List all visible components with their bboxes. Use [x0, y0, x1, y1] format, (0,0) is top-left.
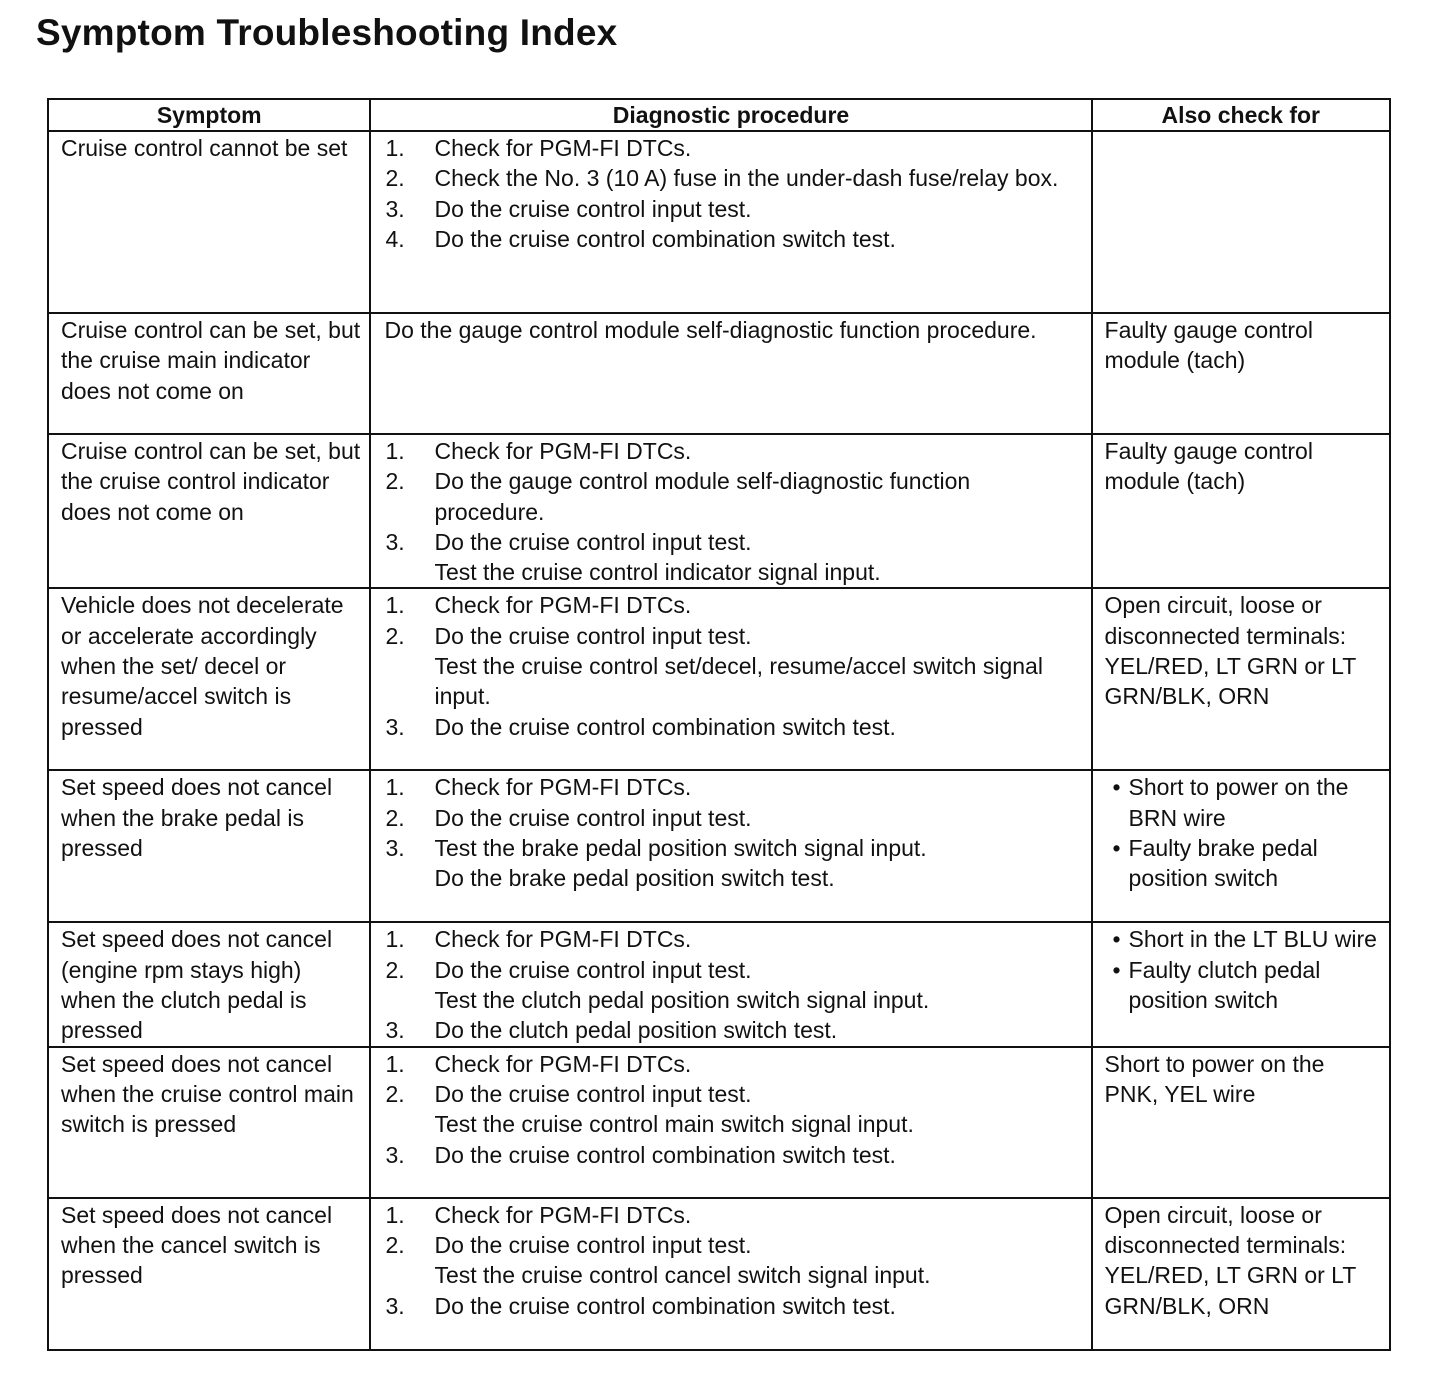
- diagnostic-step: [385, 924, 1084, 954]
- diagnostic-step: [385, 803, 1084, 833]
- diagnostic-step: [385, 1291, 1084, 1321]
- bullet-icon: •: [1112, 926, 1121, 953]
- step-text: Do the cruise control combination switch test.: [434, 713, 896, 740]
- symptom-cell: [48, 922, 370, 1046]
- symptom-cell: [48, 131, 370, 313]
- step-text: Do the clutch pedal position switch test.: [434, 1017, 838, 1044]
- also-check-cell: [1092, 588, 1390, 770]
- step-text: Test the cruise control set/decel, resume/accel switch signal input.: [434, 653, 1043, 710]
- also-check-cell: [1092, 131, 1390, 313]
- step-number: 1.: [385, 926, 405, 953]
- diagnostic-step: [385, 527, 1084, 557]
- also-check-text: Short in the LT BLU wire: [1128, 926, 1377, 953]
- step-text: Test the cruise control indicator signal input.: [434, 559, 881, 586]
- also-check-text: Faulty clutch pedal position switch: [1128, 956, 1321, 1014]
- diagnostic-step: [385, 772, 1084, 802]
- diagnostic-cell: [370, 434, 1091, 588]
- diagnostic-text: Do the gauge control module self-diagnostic function procedure.: [384, 317, 1037, 343]
- step-text: Test the cruise control cancel switch signal input.: [434, 1262, 931, 1289]
- step-text: Do the cruise control input test.: [434, 195, 752, 222]
- diagnostic-step: [385, 1079, 1084, 1109]
- step-text: Test the cruise control main switch signal input.: [434, 1111, 914, 1138]
- diagnostic-step: [385, 1049, 1084, 1079]
- step-number: 2.: [385, 622, 405, 649]
- step-number: [385, 1260, 434, 1290]
- also-check-text: Faulty gauge control module (tach): [1104, 438, 1313, 495]
- table-body: [48, 131, 1390, 1350]
- step-text: Check for PGM-FI DTCs.: [434, 438, 692, 464]
- table-header-row: [48, 99, 1390, 131]
- diagnostic-step: [385, 651, 1084, 712]
- also-check-cell: [1092, 434, 1390, 588]
- diagnostic-step: [385, 1015, 1084, 1045]
- step-number: [385, 985, 434, 1015]
- step-number: 4.: [385, 225, 405, 252]
- table-row: [48, 313, 1390, 434]
- diagnostic-step: [385, 1230, 1084, 1260]
- step-number: 2.: [385, 1080, 405, 1107]
- step-text: Check for PGM-FI DTCs.: [434, 1201, 692, 1228]
- diagnostic-step: [385, 133, 1084, 163]
- symptom-cell: [48, 1198, 370, 1350]
- step-text: Check the No. 3 (10 A) fuse in the under-dash fuse/relay box.: [434, 165, 1059, 192]
- symptom-text: Cruise control can be set, but the cruise main indicator does not come on: [61, 317, 361, 404]
- step-number: 3.: [385, 528, 405, 555]
- symptom-text: Vehicle does not decelerate or accelerate accordingly when the set/ decel or resume/accel switch is pressed: [61, 592, 344, 740]
- table-row: [48, 922, 1390, 1046]
- step-text: Do the cruise control input test.: [434, 1231, 752, 1258]
- also-check-cell: [1092, 313, 1390, 434]
- diagnostic-step: [385, 1200, 1084, 1230]
- step-number: [385, 863, 434, 893]
- step-number: 1.: [385, 438, 405, 464]
- diagnostic-step: [385, 1109, 1084, 1139]
- step-number: 2.: [385, 165, 405, 192]
- diagnostic-cell: [370, 922, 1091, 1046]
- step-text: Do the cruise control input test.: [434, 622, 752, 649]
- symptom-text: Cruise control can be set, but the cruise control indicator does not come on: [61, 438, 361, 525]
- table-row: [48, 131, 1390, 313]
- step-number: 3.: [385, 713, 405, 740]
- symptom-cell: [48, 770, 370, 922]
- also-check-bullet: [1105, 772, 1383, 833]
- diagnostic-step: [385, 621, 1084, 651]
- bullet-icon: •: [1112, 956, 1121, 983]
- step-text: Check for PGM-FI DTCs.: [434, 592, 692, 619]
- header-also-check-for: Also check for: [1092, 99, 1390, 131]
- diagnostic-step: [385, 436, 1084, 466]
- page-title: Symptom Troubleshooting Index: [36, 12, 618, 53]
- step-text: Check for PGM-FI DTCs.: [434, 135, 692, 161]
- step-number: 1.: [385, 1050, 405, 1077]
- symptom-text: Cruise control cannot be set: [61, 135, 348, 161]
- diagnostic-step: [385, 163, 1084, 193]
- also-check-cell: [1092, 770, 1390, 922]
- step-number: 2.: [385, 956, 405, 983]
- step-text: Do the cruise control input test.: [434, 956, 752, 983]
- diagnostic-step: [385, 224, 1084, 254]
- also-check-text: Short to power on the BRN wire: [1128, 774, 1349, 831]
- step-number: 1.: [385, 774, 405, 801]
- header-symptom: Symptom: [48, 99, 370, 131]
- step-number: 3.: [385, 1292, 405, 1319]
- bullet-icon: •: [1112, 835, 1121, 862]
- step-number: 2.: [385, 804, 405, 831]
- step-text: Test the brake pedal position switch signal input.: [434, 835, 927, 862]
- diagnostic-cell: [370, 770, 1091, 922]
- step-number: 2.: [385, 1231, 405, 1258]
- bullet-icon: •: [1112, 774, 1121, 801]
- symptom-cell: [48, 1047, 370, 1198]
- table-row: [48, 770, 1390, 922]
- table-row: [48, 1047, 1390, 1198]
- step-text: Do the cruise control combination switch test.: [434, 225, 896, 252]
- diagnostic-cell: [370, 131, 1091, 313]
- also-check-cell: [1092, 1198, 1390, 1350]
- symptom-table: [47, 98, 1391, 1351]
- symptom-cell: [48, 588, 370, 770]
- diagnostic-step: [385, 557, 1084, 587]
- step-text: Test the clutch pedal position switch signal input.: [434, 987, 930, 1014]
- step-text: Do the cruise control input test.: [434, 804, 752, 831]
- diagnostic-step: [385, 194, 1084, 224]
- diagnostic-step: [385, 466, 1084, 527]
- step-text: Check for PGM-FI DTCs.: [434, 1050, 692, 1077]
- also-check-cell: [1092, 922, 1390, 1046]
- step-text: Do the cruise control combination switch test.: [434, 1141, 896, 1168]
- diagnostic-cell: [370, 1198, 1091, 1350]
- step-number: 1.: [385, 592, 405, 619]
- symptom-text: Set speed does not cancel (engine rpm stays high) when the clutch pedal is pressed: [61, 926, 333, 1044]
- table-row: [48, 434, 1390, 588]
- step-number: 1.: [385, 1201, 405, 1228]
- step-text: Do the cruise control input test.: [434, 1080, 752, 1107]
- also-check-text: Open circuit, loose or disconnected terminals: YEL/RED, LT GRN or LT GRN/BLK, ORN: [1104, 1201, 1356, 1319]
- symptom-cell: [48, 313, 370, 434]
- diagnostic-step: [385, 985, 1084, 1015]
- step-number: 2.: [385, 468, 405, 495]
- table-row: [48, 588, 1390, 770]
- also-check-bullet: [1105, 833, 1383, 894]
- header-diagnostic-procedure: Diagnostic procedure: [370, 99, 1091, 131]
- step-text: Do the cruise control combination switch test.: [434, 1292, 896, 1319]
- step-number: 3.: [385, 835, 405, 862]
- diagnostic-cell: [370, 313, 1091, 434]
- also-check-text: Faulty brake pedal position switch: [1128, 835, 1318, 892]
- also-check-text: Open circuit, loose or disconnected terminals: YEL/RED, LT GRN or LT GRN/BLK, ORN: [1104, 592, 1356, 710]
- also-check-cell: [1092, 1047, 1390, 1198]
- step-text: Do the cruise control input test.: [434, 528, 752, 555]
- also-check-bullet: [1105, 924, 1383, 954]
- step-number: 3.: [385, 195, 405, 222]
- step-number: [385, 1109, 434, 1139]
- step-number: [385, 651, 434, 712]
- step-number: 3.: [385, 1017, 405, 1044]
- diagnostic-step: [385, 955, 1084, 985]
- step-number: 1.: [385, 135, 405, 161]
- diagnostic-step: [385, 590, 1084, 620]
- diagnostic-step: [385, 1140, 1084, 1170]
- diagnostic-step: [385, 712, 1084, 742]
- diagnostic-step: [385, 833, 1084, 863]
- also-check-text: Faulty gauge control module (tach): [1104, 317, 1313, 374]
- diagnostic-step: [385, 863, 1084, 893]
- step-number: 3.: [385, 1141, 405, 1168]
- symptom-text: Set speed does not cancel when the cruise control main switch is pressed: [61, 1050, 354, 1138]
- step-text: Do the gauge control module self-diagnostic function procedure.: [434, 468, 971, 525]
- symptom-text: Set speed does not cancel when the cancel switch is pressed: [61, 1201, 333, 1289]
- step-text: Check for PGM-FI DTCs.: [434, 774, 692, 801]
- step-number: [385, 557, 434, 587]
- symptom-cell: [48, 434, 370, 588]
- also-check-bullet: [1105, 955, 1383, 1016]
- also-check-text: Short to power on the PNK, YEL wire: [1104, 1050, 1325, 1107]
- step-text: Check for PGM-FI DTCs.: [434, 926, 692, 953]
- step-text: Do the brake pedal position switch test.: [434, 865, 835, 892]
- diagnostic-step: [385, 1260, 1084, 1290]
- table-row: [48, 1198, 1390, 1350]
- diagnostic-cell: [370, 588, 1091, 770]
- diagnostic-cell: [370, 1047, 1091, 1198]
- symptom-text: Set speed does not cancel when the brake pedal is pressed: [61, 774, 333, 862]
